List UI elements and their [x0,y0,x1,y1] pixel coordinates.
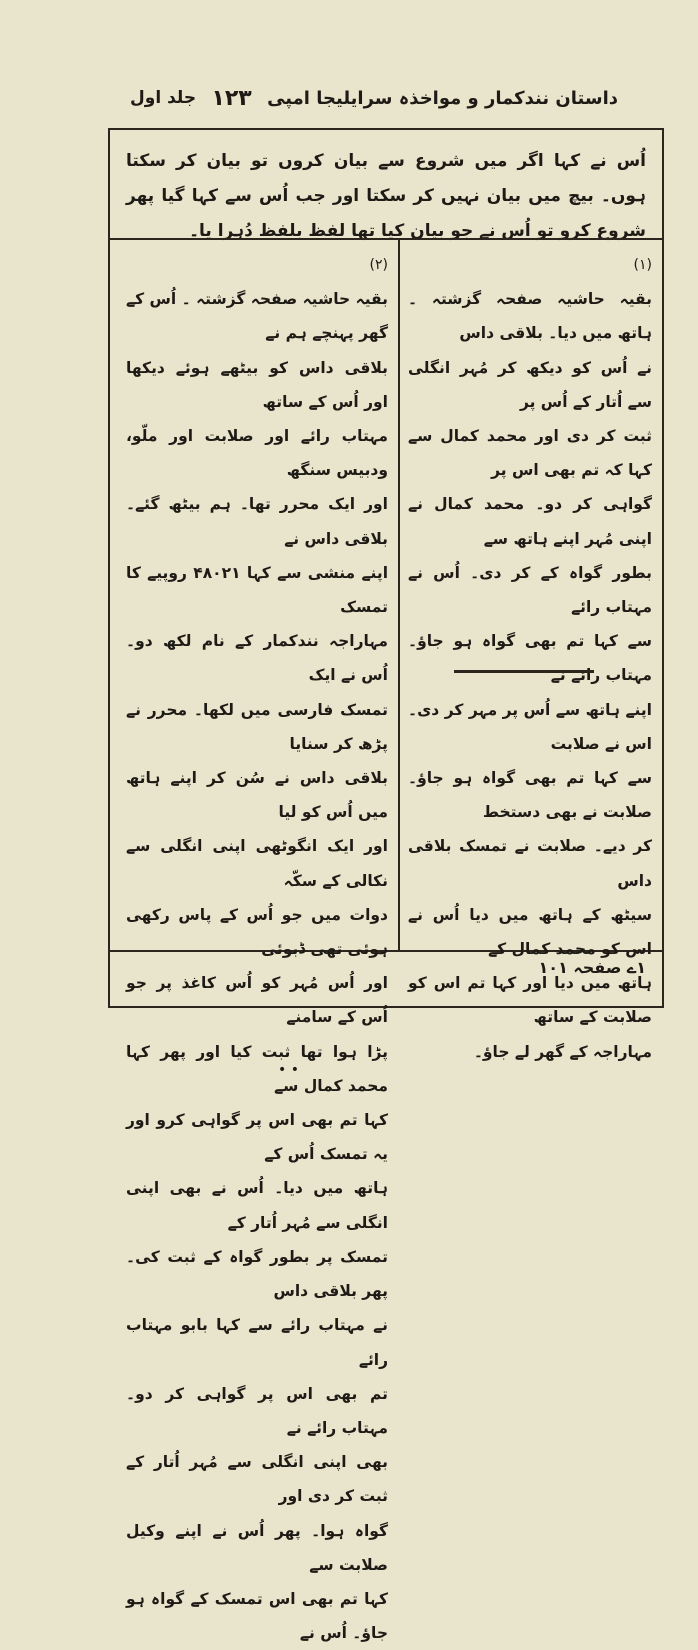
note-column-2-lines [126,282,388,1650]
volume-label: جلد اول [130,88,197,108]
divider-vertical [398,238,400,950]
text-line: بلاقی داس کو بیٹھے ہوئے دیکھا اور اُس کے ساتھ [126,358,388,411]
book-title: داستان نندکمار و مواخذہ سرایلیجا امپی [267,87,618,109]
text-line: تمسک پر بطور گواہ کے ثبت کی۔ پھر بلاقی داس [126,1247,388,1301]
note-column-1 [408,248,652,1069]
text-line: اور ایک محرر تھا۔ ہم بیٹھ گئے۔ بلاقی داس نے [126,495,388,548]
text-line: ہاتھ میں دیا۔ اُس نے بھی اپنی انگلی سے مُہر اُتار کے [126,1179,388,1232]
text-line: گواہی کر دو۔ محمد کمال نے اپنی مُہر اپنے ہاتھ سے [408,495,652,548]
text-line: سے کہا تم بھی گواہ ہو جاؤ۔ صلابت نے بھی دستخط [408,769,652,822]
note-column-2 [126,248,388,1650]
divider-horizontal [110,238,662,240]
text-line: اور ایک انگوٹھی اپنی انگلی سے نکالی کے سکّہ [126,837,388,890]
text-line: نے اُس کو دیکھ کر مُہر انگلی سے اُتار کے اُس پر [408,358,652,411]
page-dots: • • [278,1062,299,1078]
text-line: کر دیے۔ صلابت نے تمسک بلاقی داس [408,837,652,890]
text-line: نے مہتاب رائے سے کہا بابو مہتاب رائے [126,1316,388,1369]
text-line: بھی اپنی انگلی سے مُہر اُتار کے ثبت کر دی اور [126,1453,388,1506]
text-line: بطور گواہ کے کر دی۔ اُس نے مہتاب رائے [408,563,652,617]
column-number: (۲) [369,257,388,273]
text-line: تمسک فارسی میں لکھا۔ محرر نے پڑھ کر سنایا [126,700,388,753]
text-line: سے کہا تم بھی گواہ ہو جاؤ۔ مہتاب رائے نے [408,632,652,685]
text-line: دوات میں جو اُس کے پاس رکھی ہوئی تھی ڈبوئی [126,905,388,959]
text-line: بقیہ حاشیہ صفحہ گزشتہ ۔ اُس کے گھر پہنچے ہم نے [126,290,388,343]
text-line: مہتاب رائے اور صلابت اور ملّو، ودبیس سنگھ [126,427,388,480]
text-line: پڑا ہوا تھا ثبت کیا اور پھر کہا محمد کمال سے [126,1042,388,1095]
text-line: سیٹھ کے ہاتھ میں دیا اُس نے اس کو محمد کمال کے [408,905,652,959]
footnote: ۱ے صفحہ ۱۰۱ [538,958,646,977]
text-frame [108,128,664,1643]
note-column-1-header [408,248,652,282]
text-line: کہا تم بھی اس پر گواہی کرو اور یہ تمسک اُس کے [126,1111,388,1164]
page-header [130,78,618,118]
intro-paragraph: اُس نے کہا اگر میں شروع سے بیان کروں تو بیان کر سکتا ہوں۔ بیچ میں بیان نہیں کر سکتا اور جب اُس سے کہا گیا پھر شروع کرو تو اُس نے جو بیان کیا تھا لفظ بلفظ دُہرا یا۔ [126,151,646,241]
page-number: ۱۲۳ [211,85,252,111]
text-line: ثبت کر دی اور محمد کمال سے کہا کہ تم بھی اس پر [408,427,652,480]
note-column-2-header [126,248,388,282]
text-line: ہاتھ میں دیا اور کہا تم اس کو صلابت کے ساتھ [408,974,652,1027]
text-line: اپنے ہاتھ سے اُس پر مہر کر دی۔ اس نے صلابت [408,700,652,753]
text-line: مہاراجہ نندکمار کے نام لکھ دو۔ اُس نے ایک [126,632,388,685]
text-line: اپنے منشی سے کہا ۴۸۰۲۱ روپیے کا تمسک [126,563,389,617]
end-mark-line [454,670,594,673]
text-line: گواہ ہوا۔ پھر اُس نے اپنے وکیل صلابت سے [126,1521,388,1574]
text-line: مہاراجہ کے گھر لے جاؤ۔ [473,1042,652,1061]
text-line: تم بھی اس پر گواہی کر دو۔ مہتاب رائے نے [126,1384,388,1437]
column-number: (۱) [633,257,652,273]
text-line: کہا تم بھی اس تمسک کے گواہ ہو جاؤ۔ اُس نے [126,1589,388,1643]
text-line: بلاقی داس نے سُن کر اپنے ہاتھ میں اُس کو لیا [126,769,388,822]
text-line: بقیہ حاشیہ صفحہ گزشتہ ۔ ہاتھ میں دیا۔ بلاقی داس [408,290,652,343]
note-column-1-lines [408,282,652,1069]
text-line: اور اُس مُہر کو اُس کاغذ پر جو اُس کے سامنے [126,974,388,1027]
